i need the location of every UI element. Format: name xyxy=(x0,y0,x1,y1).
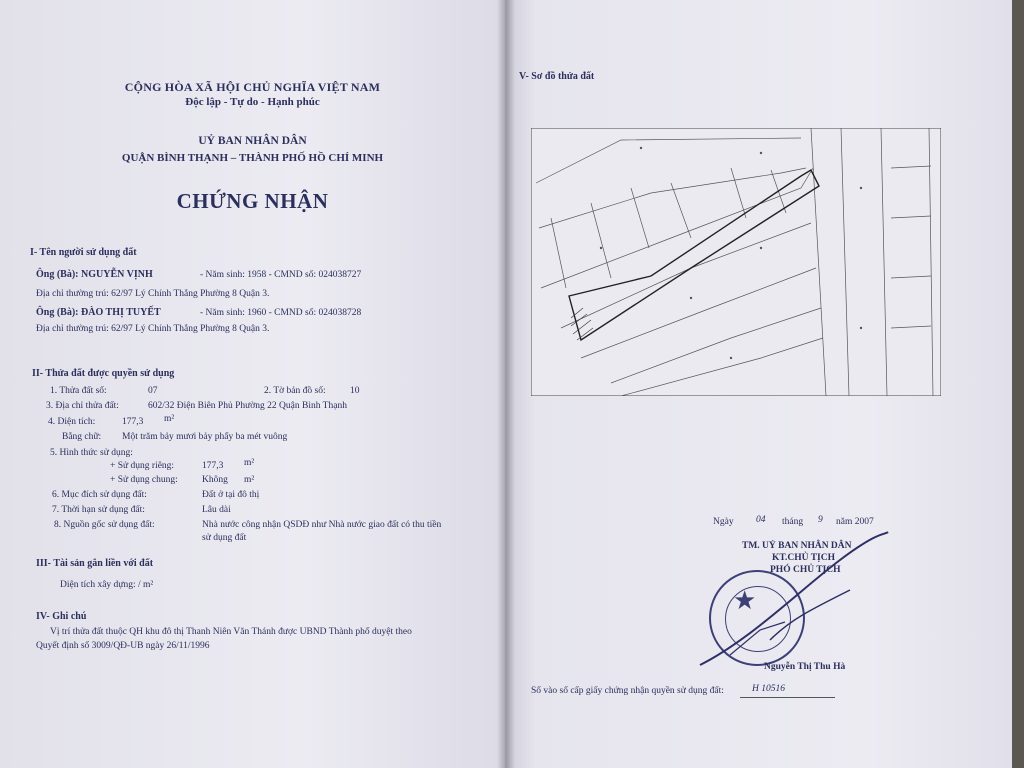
building-area: Diện tích xây dựng: / m² xyxy=(60,580,154,590)
signature-mark xyxy=(690,530,890,680)
registry-underline xyxy=(740,697,835,698)
district-name: QUẬN BÌNH THẠNH – THÀNH PHỐ HỒ CHÍ MINH xyxy=(121,152,384,164)
left-page xyxy=(0,0,505,768)
person1-detail: - Năm sinh: 1958 - CMND số: 024038727 xyxy=(200,270,362,280)
parcel-number-value: 07 xyxy=(148,386,158,396)
national-header: CỘNG HÒA XÃ HỘI CHỦ NGHĨA VIỆT NAM xyxy=(124,80,381,94)
date-label: Ngày xyxy=(713,517,734,527)
section2-heading: II- Thửa đất được quyền sử dụng xyxy=(32,368,175,379)
map-sheet-value: 10 xyxy=(350,386,360,396)
usage-form-label: 5. Hình thức sử dụng: xyxy=(50,448,133,458)
parcel-number-label: 1. Thửa đất số: xyxy=(50,386,107,396)
section1-heading: I- Tên người sử dụng đất xyxy=(30,247,137,258)
sign-role1: KT.CHỦ TỊCH xyxy=(772,553,835,563)
purpose-value: Đất ở tại đô thị xyxy=(202,490,260,500)
page-fold xyxy=(497,0,515,768)
map-sheet-label: 2. Tờ bản đồ số: xyxy=(264,386,326,396)
person2-address: Địa chỉ thường trú: 62/97 Lý Chính Thắng Phường 8 Quận 3. xyxy=(36,324,270,334)
date-month-label: tháng xyxy=(782,517,804,527)
area-label: 4. Diện tích: xyxy=(48,417,96,427)
purpose-label: 6. Mục đích sử dụng đất: xyxy=(52,490,147,500)
note-line2: Quyết định số 3009/QĐ-UB ngày 26/11/1996 xyxy=(36,641,210,651)
section4-heading: IV- Ghi chú xyxy=(36,611,87,622)
person2-detail: - Năm sinh: 1960 - CMND số: 024038728 xyxy=(200,308,362,318)
authority-name: UỶ BAN NHÂN DÂN xyxy=(198,135,307,147)
shared-use-label: + Sử dụng chung: xyxy=(110,475,178,485)
person1-address: Địa chỉ thường trú: 62/97 Lý Chính Thắng Phường 8 Quận 3. xyxy=(36,289,270,299)
seal-star-icon: ★ xyxy=(733,586,757,615)
shared-use-unit: m² xyxy=(244,475,255,485)
note-line1: Vị trí thửa đất thuộc QH khu đô thị Thanh Niên Văn Thánh được UBND Thành phố duyệt theo xyxy=(50,627,412,637)
person2-name: Ông (Bà): ĐÀO THỊ TUYẾT xyxy=(36,307,161,318)
motto: Độc lập - Tự do - Hạnh phúc xyxy=(185,96,320,108)
document-title: CHỨNG NHẬN xyxy=(176,189,329,213)
section5-heading: V- Sơ đồ thửa đất xyxy=(519,71,595,82)
registry-label: Số vào sổ cấp giấy chứng nhận quyền sử dụng đất: xyxy=(531,686,724,696)
registry-number: H 10516 xyxy=(752,684,785,694)
private-use-value: 177,3 xyxy=(202,461,224,471)
shared-use-value: Không xyxy=(202,475,228,485)
address-label: 3. Địa chỉ thửa đất: xyxy=(46,401,119,411)
area-words-value: Một trăm bảy mươi bảy phẩy ba mét vuông xyxy=(122,432,288,442)
address-value: 602/32 Điện Biên Phủ Phường 22 Quận Bình Thạnh xyxy=(148,401,347,411)
date-month: 9 xyxy=(818,515,823,525)
sign-org: TM. UỶ BAN NHÂN DÂN xyxy=(742,541,852,551)
origin-value-line2: sử dụng đất xyxy=(202,533,247,543)
person1-name: Ông (Bà): NGUYỄN VỊNH xyxy=(36,269,153,280)
signer-name: Nguyễn Thị Thu Hà xyxy=(764,662,846,672)
date-year: năm 2007 xyxy=(836,517,874,527)
origin-label: 8. Nguồn gốc sử dụng đất: xyxy=(54,520,155,530)
duration-label: 7. Thời hạn sử dụng đất: xyxy=(52,505,145,515)
origin-value-line1: Nhà nước công nhận QSDĐ như Nhà nước giao đất có thu tiền xyxy=(202,520,442,530)
date-day: 04 xyxy=(756,515,766,525)
private-use-unit: m² xyxy=(244,458,255,468)
parcel-map xyxy=(531,128,941,396)
area-words-label: Bằng chữ: xyxy=(62,432,102,442)
private-use-label: + Sử dụng riêng: xyxy=(110,461,175,471)
area-value: 177,3 xyxy=(122,417,144,427)
sign-role2: PHÓ CHỦ TỊCH xyxy=(770,565,841,575)
section3-heading: III- Tài sản gắn liền với đất xyxy=(36,558,154,569)
duration-value: Lâu dài xyxy=(202,505,231,515)
area-unit: m² xyxy=(164,414,175,424)
book-edge xyxy=(1012,0,1024,768)
